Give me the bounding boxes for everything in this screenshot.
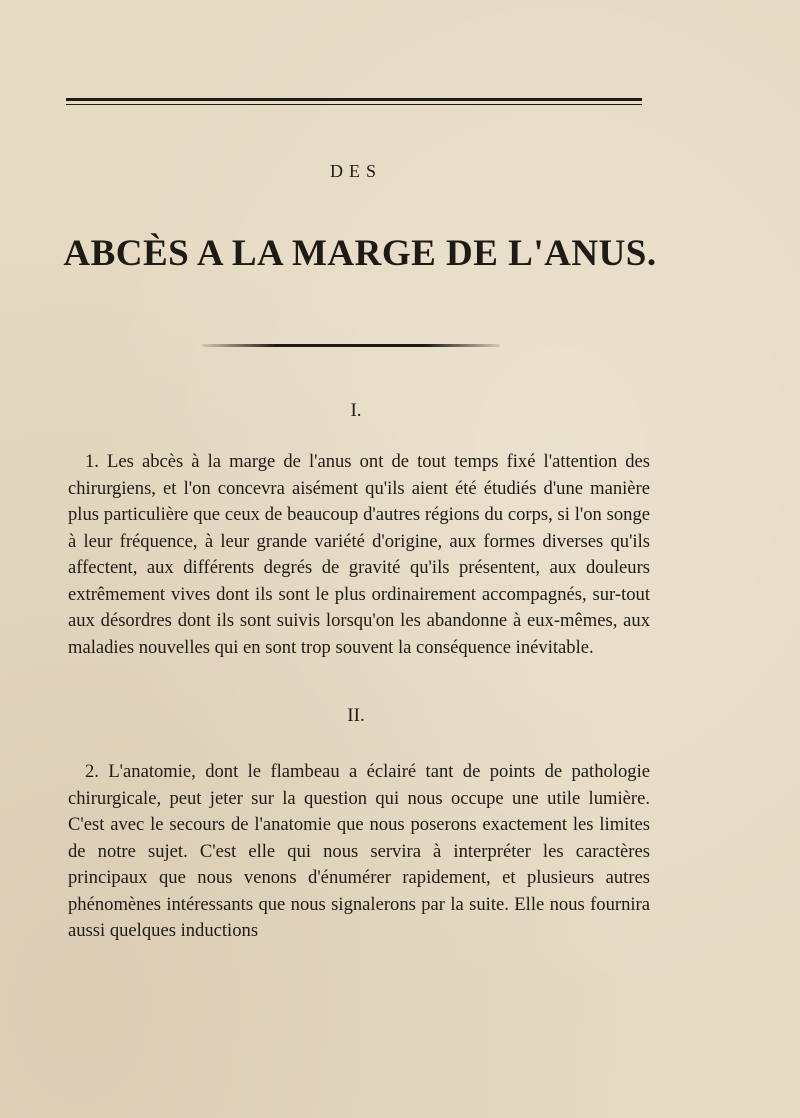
chapter-title: ABCÈS A LA MARGE DE L'ANUS. [63, 233, 657, 274]
title-kicker: DES [329, 161, 382, 181]
title-divider [202, 344, 500, 347]
section-numeral-1: I. [350, 400, 362, 421]
section-numeral-2: II. [347, 705, 365, 726]
header-double-rule [66, 98, 642, 105]
paragraph-1: 1. Les abcès à la marge de l'anus ont de tout temps fixé l'attention des chirurgiens, et l'on concevra aisément qu'ils aient été étudiés d'une manière plus particulière que ceux de beaucoup d'autres régions du corps, si l'on songe à leur fréquence, à leur grande variété d'origine, aux formes diverses qu'ils affectent, aux différents degrés de gravité qu'ils présentent, aux douleurs extrêmement vives dont ils sont le plus ordinairement accompagnés, sur-tout aux désordres dont ils sont suivis lorsqu'on les abandonne à eux-mêmes, aux maladies nouvelles qui en sont trop souvent la conséquence inévitable. [68, 451, 650, 658]
paragraph-2: 2. L'anatomie, dont le flambeau a éclairé tant de points de pathologie chirurgicale, peut jeter sur la question qui nous occupe une utile lumière. C'est avec le secours de l'anatomie que nous poserons exactement les limites de notre sujet. C'est elle qui nous servira à interpréter les caractères principaux que nous venons d'énumérer rapidement, et plusieurs autres phénomènes intéressants que nous signalerons par la suite. Elle nous fournira aussi quelques inductions [68, 761, 650, 941]
